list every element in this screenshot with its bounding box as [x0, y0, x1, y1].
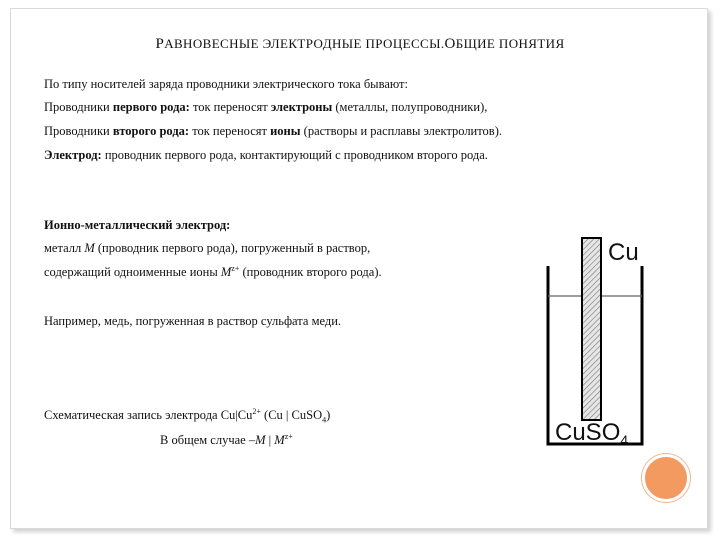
copper-electrode — [582, 238, 601, 420]
metal-label: Cu — [608, 239, 639, 266]
scheme-line: Схематическая запись электрода $Cu|Cu^{2+}$ (Cu | CuSO$_4$) — [44, 406, 331, 425]
ion-metal-line2: содержащий одноименные ионы $M^{z+}$ (проводник второго рода). — [44, 263, 382, 279]
second-kind-line: Проводники второго рода: ток переносят ионы (растворы и расплавы электролитов). — [44, 124, 502, 138]
ion-metal-line1: металл M (проводник первого рода), погруженный в раствор, — [44, 241, 371, 255]
first-kind-line: Проводники первого рода: ток переносят электроны (металлы, полупроводники), — [44, 100, 488, 114]
electrode-definition: Электрод: проводник первого рода, контактирующий с проводником второго рода. — [44, 148, 488, 162]
general-case-line: В общем случае –M | $M^{z+}$ — [160, 431, 293, 447]
conductor-intro: По типу носителей заряда проводники электрического тока бывают: — [44, 77, 408, 91]
electrode-diagram — [540, 230, 650, 450]
decorative-circle — [642, 454, 690, 502]
example-text: Например, медь, погруженная в раствор сульфата меди. — [44, 314, 342, 328]
slide-title: РАВНОВЕСНЫЕ ЭЛЕКТРОДНЫЕ ПРОЦЕССЫ.ОБЩИЕ ПОНЯТИЯ — [155, 36, 565, 52]
ion-metal-heading: Ионно-металлический электрод: — [44, 218, 231, 232]
solution-label: CuSO$_4$ — [555, 419, 629, 448]
